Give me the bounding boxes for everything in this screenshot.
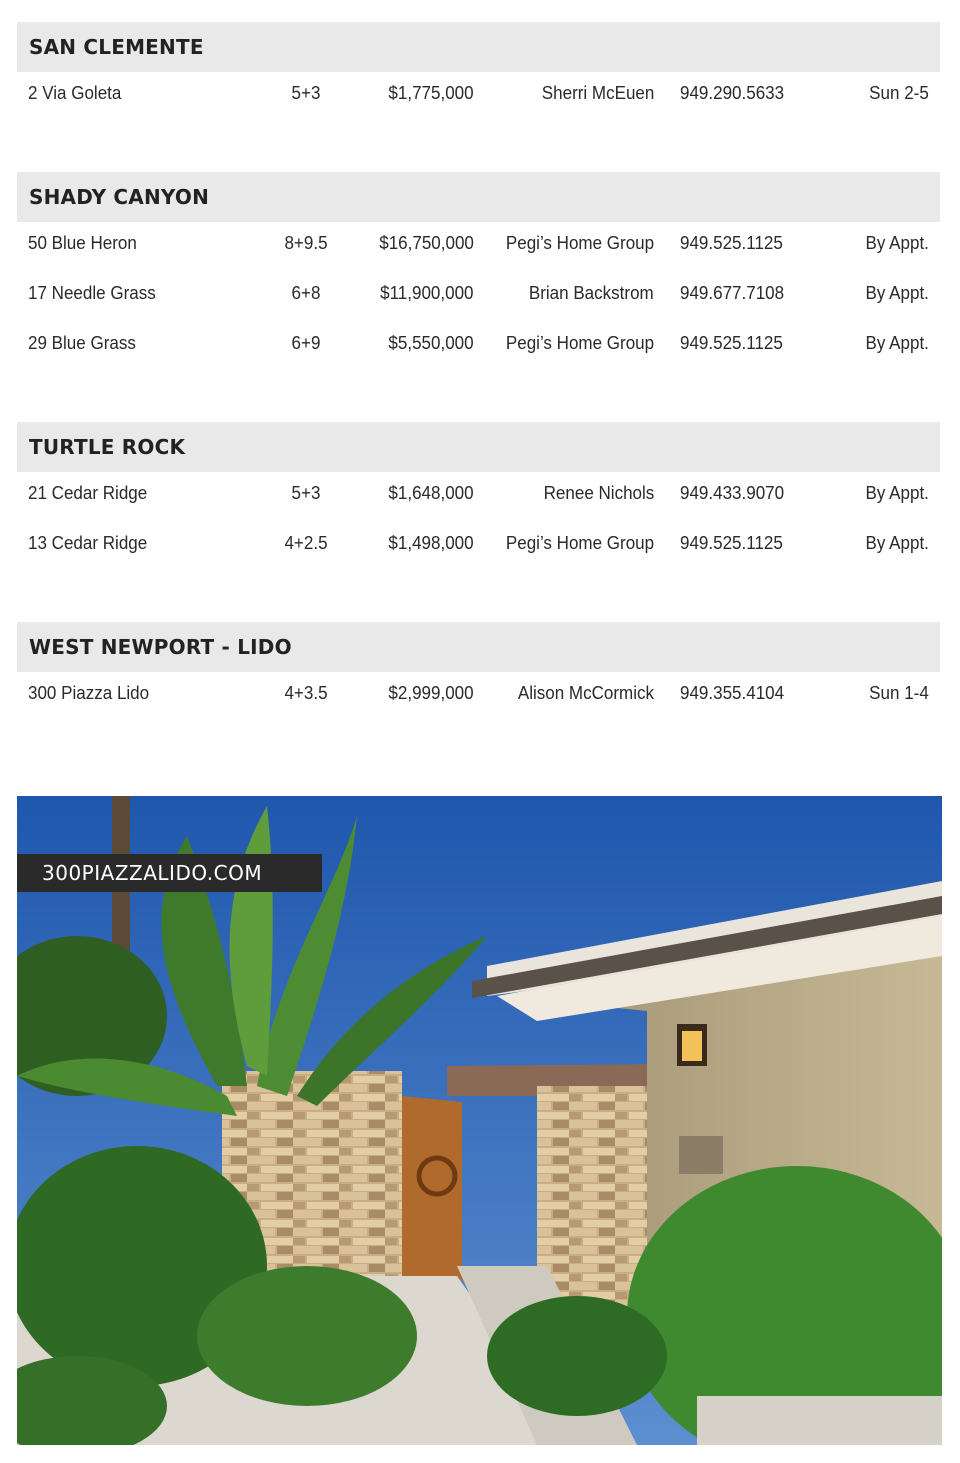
- listing-section: [17, 22, 940, 122]
- listing-row: [17, 672, 940, 722]
- listing-bed-bath: 6+9: [291, 332, 321, 353]
- listing-bed-bath: 6+8: [291, 282, 321, 303]
- listing-address: 300 Piazza Lido: [28, 682, 150, 703]
- listing-price: $1,648,000: [388, 482, 474, 503]
- listing-agent: Renee Nichols: [543, 482, 654, 503]
- listing-agent: Brian Backstrom: [529, 282, 654, 303]
- listing-row: [17, 72, 940, 122]
- website-badge: 300PIAZZALIDO.COM: [17, 854, 322, 892]
- section-title: WEST NEWPORT - LIDO: [17, 622, 940, 672]
- listing-phone: 949.433.9070: [680, 482, 785, 503]
- listing-address: 17 Needle Grass: [28, 282, 156, 303]
- listing-phone: 949.290.5633: [680, 82, 785, 103]
- listing-row: [17, 322, 940, 372]
- listing-agent: Sherri McEuen: [541, 82, 654, 103]
- listing-address: 13 Cedar Ridge: [28, 532, 148, 553]
- listing-address: 2 Via Goleta: [28, 82, 122, 103]
- section-title: SHADY CANYON: [17, 172, 940, 222]
- listing-open-time: By Appt.: [865, 482, 929, 503]
- listing-address: 29 Blue Grass: [28, 332, 136, 353]
- listing-open-time: By Appt.: [865, 232, 929, 253]
- listing-row: [17, 522, 940, 572]
- listing-section: [17, 622, 940, 722]
- listing-bed-bath: 5+3: [291, 82, 321, 103]
- section-title: SAN CLEMENTE: [17, 22, 940, 72]
- listing-phone: 949.525.1125: [680, 332, 783, 353]
- listing-section: [17, 172, 940, 372]
- listing-address: 50 Blue Heron: [28, 232, 137, 253]
- listing-price: $5,550,000: [388, 332, 474, 353]
- listing-address: 21 Cedar Ridge: [28, 482, 148, 503]
- listing-agent: Pegi’s Home Group: [505, 232, 654, 253]
- listing-phone: 949.355.4104: [680, 682, 785, 703]
- listing-phone: 949.525.1125: [680, 532, 783, 553]
- listing-open-time: Sun 2-5: [869, 82, 929, 103]
- listing-agent: Pegi’s Home Group: [505, 532, 654, 553]
- listing-open-time: By Appt.: [865, 532, 929, 553]
- listing-row: [17, 222, 940, 272]
- listing-open-time: Sun 1-4: [869, 682, 929, 703]
- listing-price: $1,498,000: [388, 532, 474, 553]
- listing-agent: Alison McCormick: [517, 682, 654, 703]
- listing-price: $1,775,000: [388, 82, 474, 103]
- property-photo: [17, 796, 942, 1445]
- listing-open-time: By Appt.: [865, 282, 929, 303]
- listing-bed-bath: 4+2.5: [284, 532, 328, 553]
- listing-section: [17, 422, 940, 572]
- property-photo-illustration: [17, 796, 942, 1445]
- listing-bed-bath: 4+3.5: [284, 682, 328, 703]
- listing-price: $11,900,000: [380, 282, 474, 303]
- listing-agent: Pegi’s Home Group: [505, 332, 654, 353]
- listing-phone: 949.677.7108: [680, 282, 785, 303]
- listing-open-time: By Appt.: [865, 332, 929, 353]
- listing-row: [17, 272, 940, 322]
- section-title: TURTLE ROCK: [17, 422, 940, 472]
- listing-row: [17, 472, 940, 522]
- listing-bed-bath: 5+3: [291, 482, 321, 503]
- listing-price: $16,750,000: [379, 232, 474, 253]
- listing-bed-bath: 8+9.5: [284, 232, 328, 253]
- listing-phone: 949.525.1125: [680, 232, 783, 253]
- listing-price: $2,999,000: [388, 682, 474, 703]
